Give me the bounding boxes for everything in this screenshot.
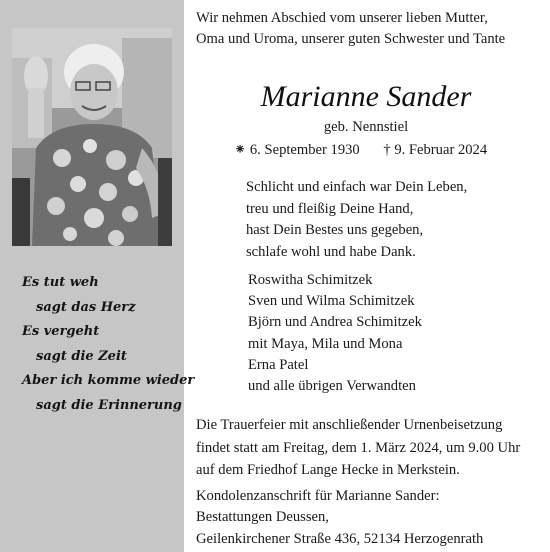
contact-line: Bestattungen Deussen,: [196, 509, 329, 526]
verse-line: Es vergeht: [22, 324, 100, 339]
service-line: auf dem Friedhof Lange Hecke in Merkstein.: [196, 462, 460, 478]
portrait-photo: [12, 28, 172, 246]
death-date: † 9. Februar 2024: [383, 142, 488, 158]
family-member: Roswitha Schimitzek: [248, 272, 373, 288]
maiden-name: geb. Nennstiel: [323, 119, 409, 135]
intro-text: [196, 8, 505, 50]
verse-line: Es tut weh: [22, 275, 99, 290]
birth-date: ⁕ 6. September 1930: [234, 142, 360, 158]
intro-line: Oma und Uroma, unserer guten Schwester und Tante: [196, 31, 506, 47]
deceased-name: Marianne Sander: [260, 80, 472, 113]
intro-line: Wir nehmen Abschied vom unserer lieben Mutter,: [196, 10, 488, 26]
poem: [246, 177, 467, 263]
verse-line: sagt das Herz: [36, 299, 136, 315]
service-line: Die Trauerfeier mit anschließender Urnenbeisetzung: [196, 417, 503, 433]
left-sidebar: [0, 0, 195, 552]
service-line: findet statt am Freitag, dem 1. März 2024, um 9.00 Uhr: [196, 439, 521, 456]
poem-line: Schlicht und einfach war Dein Leben,: [246, 179, 468, 195]
condolence-address: [196, 486, 483, 550]
poem-line: schlafe wohl und habe Dank.: [246, 243, 416, 260]
verse-line: sagt die Zeit: [36, 348, 127, 364]
contact-line: Geilenkirchener Straße 436, 52134 Herzogenrath: [196, 530, 484, 547]
life-dates: [234, 139, 487, 161]
family-list: [248, 270, 422, 397]
family-member: und alle übrigen Verwandten: [248, 378, 416, 395]
verse-quote: [22, 271, 195, 418]
poem-line: hast Dein Bestes uns gegeben,: [246, 222, 424, 239]
family-member: Sven und Wilma Schimitzek: [248, 293, 415, 310]
family-member: mit Maya, Mila und Mona: [248, 335, 403, 352]
verse-line: sagt die Erinnerung: [36, 397, 182, 413]
poem-line: treu und fleißig Deine Hand,: [246, 200, 414, 217]
contact-line: Kondolenzanschrift für Marianne Sander:: [196, 488, 440, 504]
family-member: Björn und Andrea Schimitzek: [248, 314, 422, 331]
service-info: [196, 414, 520, 482]
family-member: Erna Patel: [248, 356, 309, 373]
verse-line: Aber ich komme wieder: [22, 373, 195, 388]
